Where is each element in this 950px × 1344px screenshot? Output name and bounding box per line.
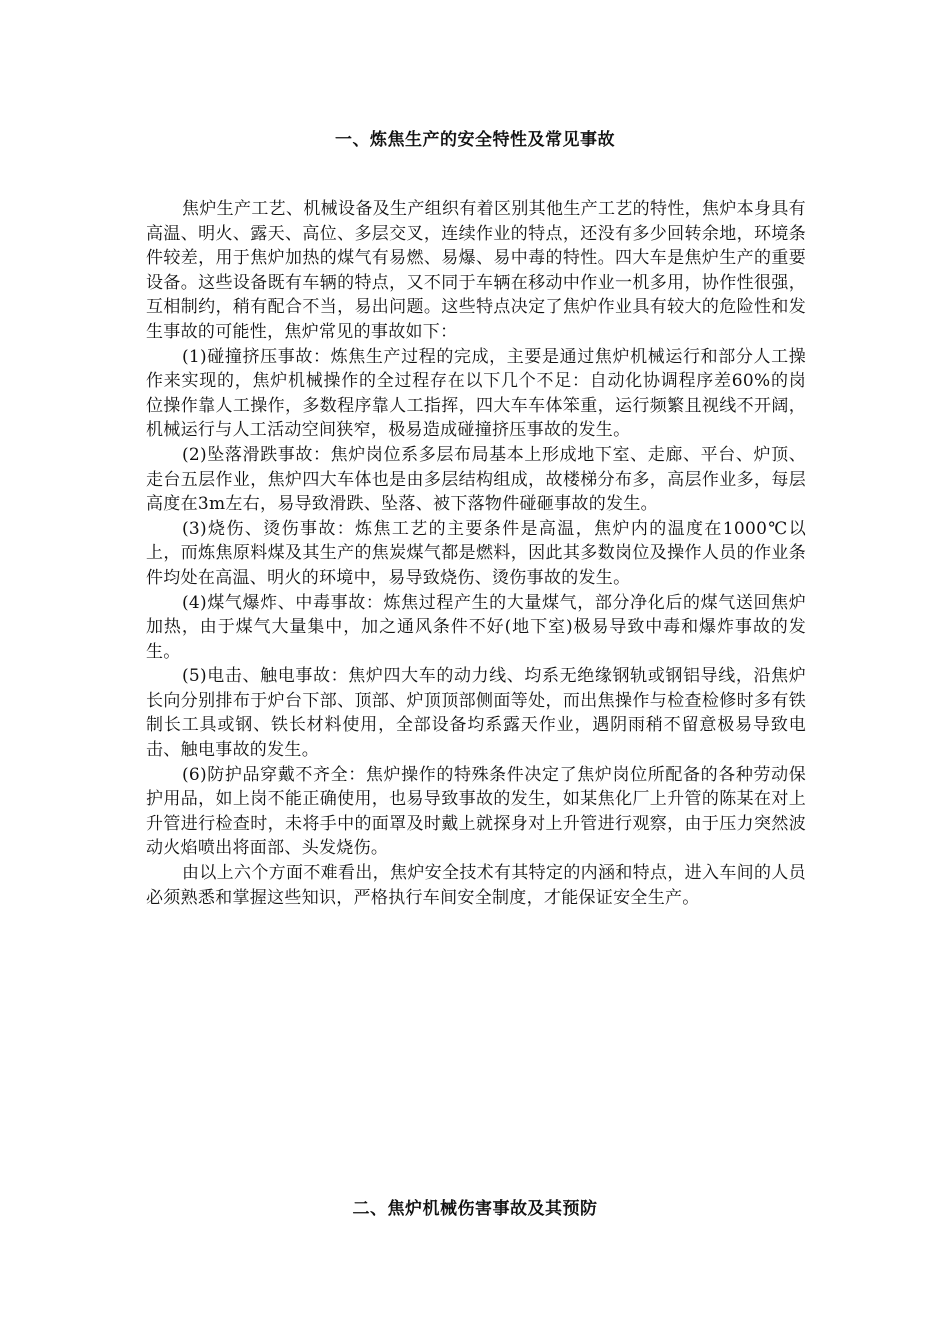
section-2-title: 二、焦炉机械伤害事故及其预防 [352,1199,598,1219]
paragraph-burn-accident: (3)烧伤、烫伤事故：炼焦工艺的主要条件是高温，焦炉内的温度在1000℃以上，而炼焦原料煤及其生产的焦炭煤气都是燃料，因此其多数岗位及操作人员的作业条件均处在高温、明火的环境中，易导致烧伤、烫伤事故的发生。 [146,518,806,588]
paragraph-gas-accident: (4)煤气爆炸、中毒事故：炼焦过程产生的大量煤气，部分净化后的煤气送回焦炉加热，由于煤气大量集中，加之通风条件不好(地下室)极易导致中毒和爆炸事故的发生。 [146,592,806,662]
paragraph-collision-accident: (1)碰撞挤压事故：炼焦生产过程的完成，主要是通过焦炉机械运行和部分人工操作来实现的，焦炉机械操作的全过程存在以下几个不足：自动化协调程序差60%的岗位操作靠人工操作，多数程序靠人工指挥，四大车车体笨重，运行频繁且视线不开阔，机械运行与人工活动空间狭窄，极易造成碰撞挤压事故的发生。 [146,346,806,441]
paragraph-fall-accident: (2)坠落滑跌事故：焦炉岗位系多层布局基本上形成地下室、走廊、平台、炉顶、走台五层作业，焦炉四大车体也是由多层结构组成，故楼梯分布多，高层作业多，每层高度在3m左右，易导致滑跌、坠落、被下落物件碰砸事故的发生。 [146,444,806,515]
section-1-title: 一、炼焦生产的安全特性及常见事故 [335,130,615,150]
paragraph-protective-gear: (6)防护品穿戴不齐全：焦炉操作的特殊条件决定了焦炉岗位所配备的各种劳动保护用品，如上岗不能正确使用，也易导致事故的发生，如某焦化厂上升管的陈某在对上升管进行检查时，未将手中的面罩及时戴上就探身对上升管进行观察，由于压力突然波动火焰喷出将面部、头发烧伤。 [146,764,806,859]
section-1-body [146,197,806,910]
paragraph-electric-accident: (5)电击、触电事故：焦炉四大车的动力线、均系无绝缘钢轨或钢铝导线，沿焦炉长向分别排布于炉台下部、顶部、炉顶顶部侧面等处，而出焦操作与检查检修时多有铁制长工具或钢、铁长材料使用，全部设备均系露天作业，遇阴雨稍不留意极易导致电击、触电事故的发生。 [146,666,806,761]
paragraph-intro: 焦炉生产工艺、机械设备及生产组织有着区别其他生产工艺的特性，焦炉本身具有高温、明火、露天、高位、多层交叉，连续作业的特点，还没有多少回转余地，环境条件较差，用于焦炉加热的煤气有易燃、易爆、易中毒的特性。四大车是焦炉生产的重要设备。这些设备既有车辆的特点，又不同于车辆在移动中作业一机多用，协作性很强，互相制约，稍有配合不当，易出问题。这些特点决定了焦炉作业具有较大的危险性和发生事故的可能性，焦炉常见的事故如下： [146,199,806,342]
paragraph-conclusion: 由以上六个方面不难看出，焦炉安全技术有其特定的内涵和特点，进入车间的人员必须熟悉和掌握这些知识，严格执行车间安全制度，才能保证安全生产。 [146,863,806,908]
